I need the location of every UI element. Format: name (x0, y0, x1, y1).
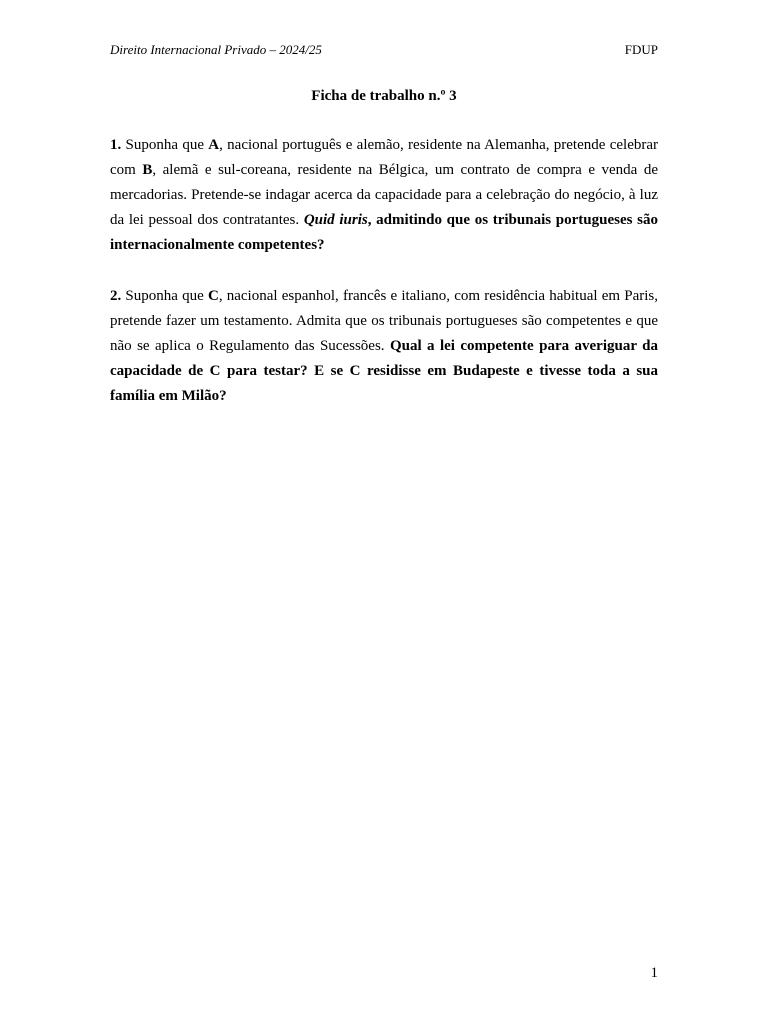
exercise-1-number: 1. (110, 137, 122, 153)
exercise-1-text-b: , nacional português e alemão, residente na Alemanha, pretende celebrar com (110, 137, 658, 178)
exercise-2-text-b: , nacional espanhol, francês e italiano, com residência habitual em Paris, pretende fazer um testamento. Admita que os tribunais portugueses são competentes e que não se aplica o Regulamento das Sucessões. (110, 288, 658, 354)
exercise-2-number: 2. (110, 288, 122, 304)
exercise-2-text-a: Suponha que (121, 288, 208, 304)
exercise-1-text-c: , alemã e sul-coreana, residente na Bélgica, um contrato de compra e venda de mercadorias. Pretende-se indagar acerca da capacidade para a celebração do negócio, à luz da lei pessoal dos contratantes. (110, 162, 658, 228)
exercise-1-text-a: Suponha que (121, 137, 209, 153)
worksheet-title: Ficha de trabalho n.º 3 (311, 88, 457, 104)
exercise-2 (110, 284, 658, 409)
exercise-2-question: Qual a lei competente para averiguar da capacidade de C para testar? E se C residisse em Budapeste e tivesse toda a sua família em Milão? (110, 338, 658, 404)
page-number: 1 (650, 965, 658, 981)
header-institution: FDUP (624, 42, 658, 57)
header-course-title: Direito Internacional Privado – 2024/25 (110, 42, 322, 57)
exercise-1-party-b: B (142, 162, 153, 178)
exercise-1-question: , admitindo que os tribunais portugueses são internacionalmente competentes? (110, 212, 658, 253)
exercise-1-latin-phrase: Quid iuris (303, 212, 368, 228)
exercise-1-party-a: A (208, 137, 220, 153)
exercise-1 (110, 133, 658, 258)
exercise-2-party-c: C (207, 288, 219, 304)
